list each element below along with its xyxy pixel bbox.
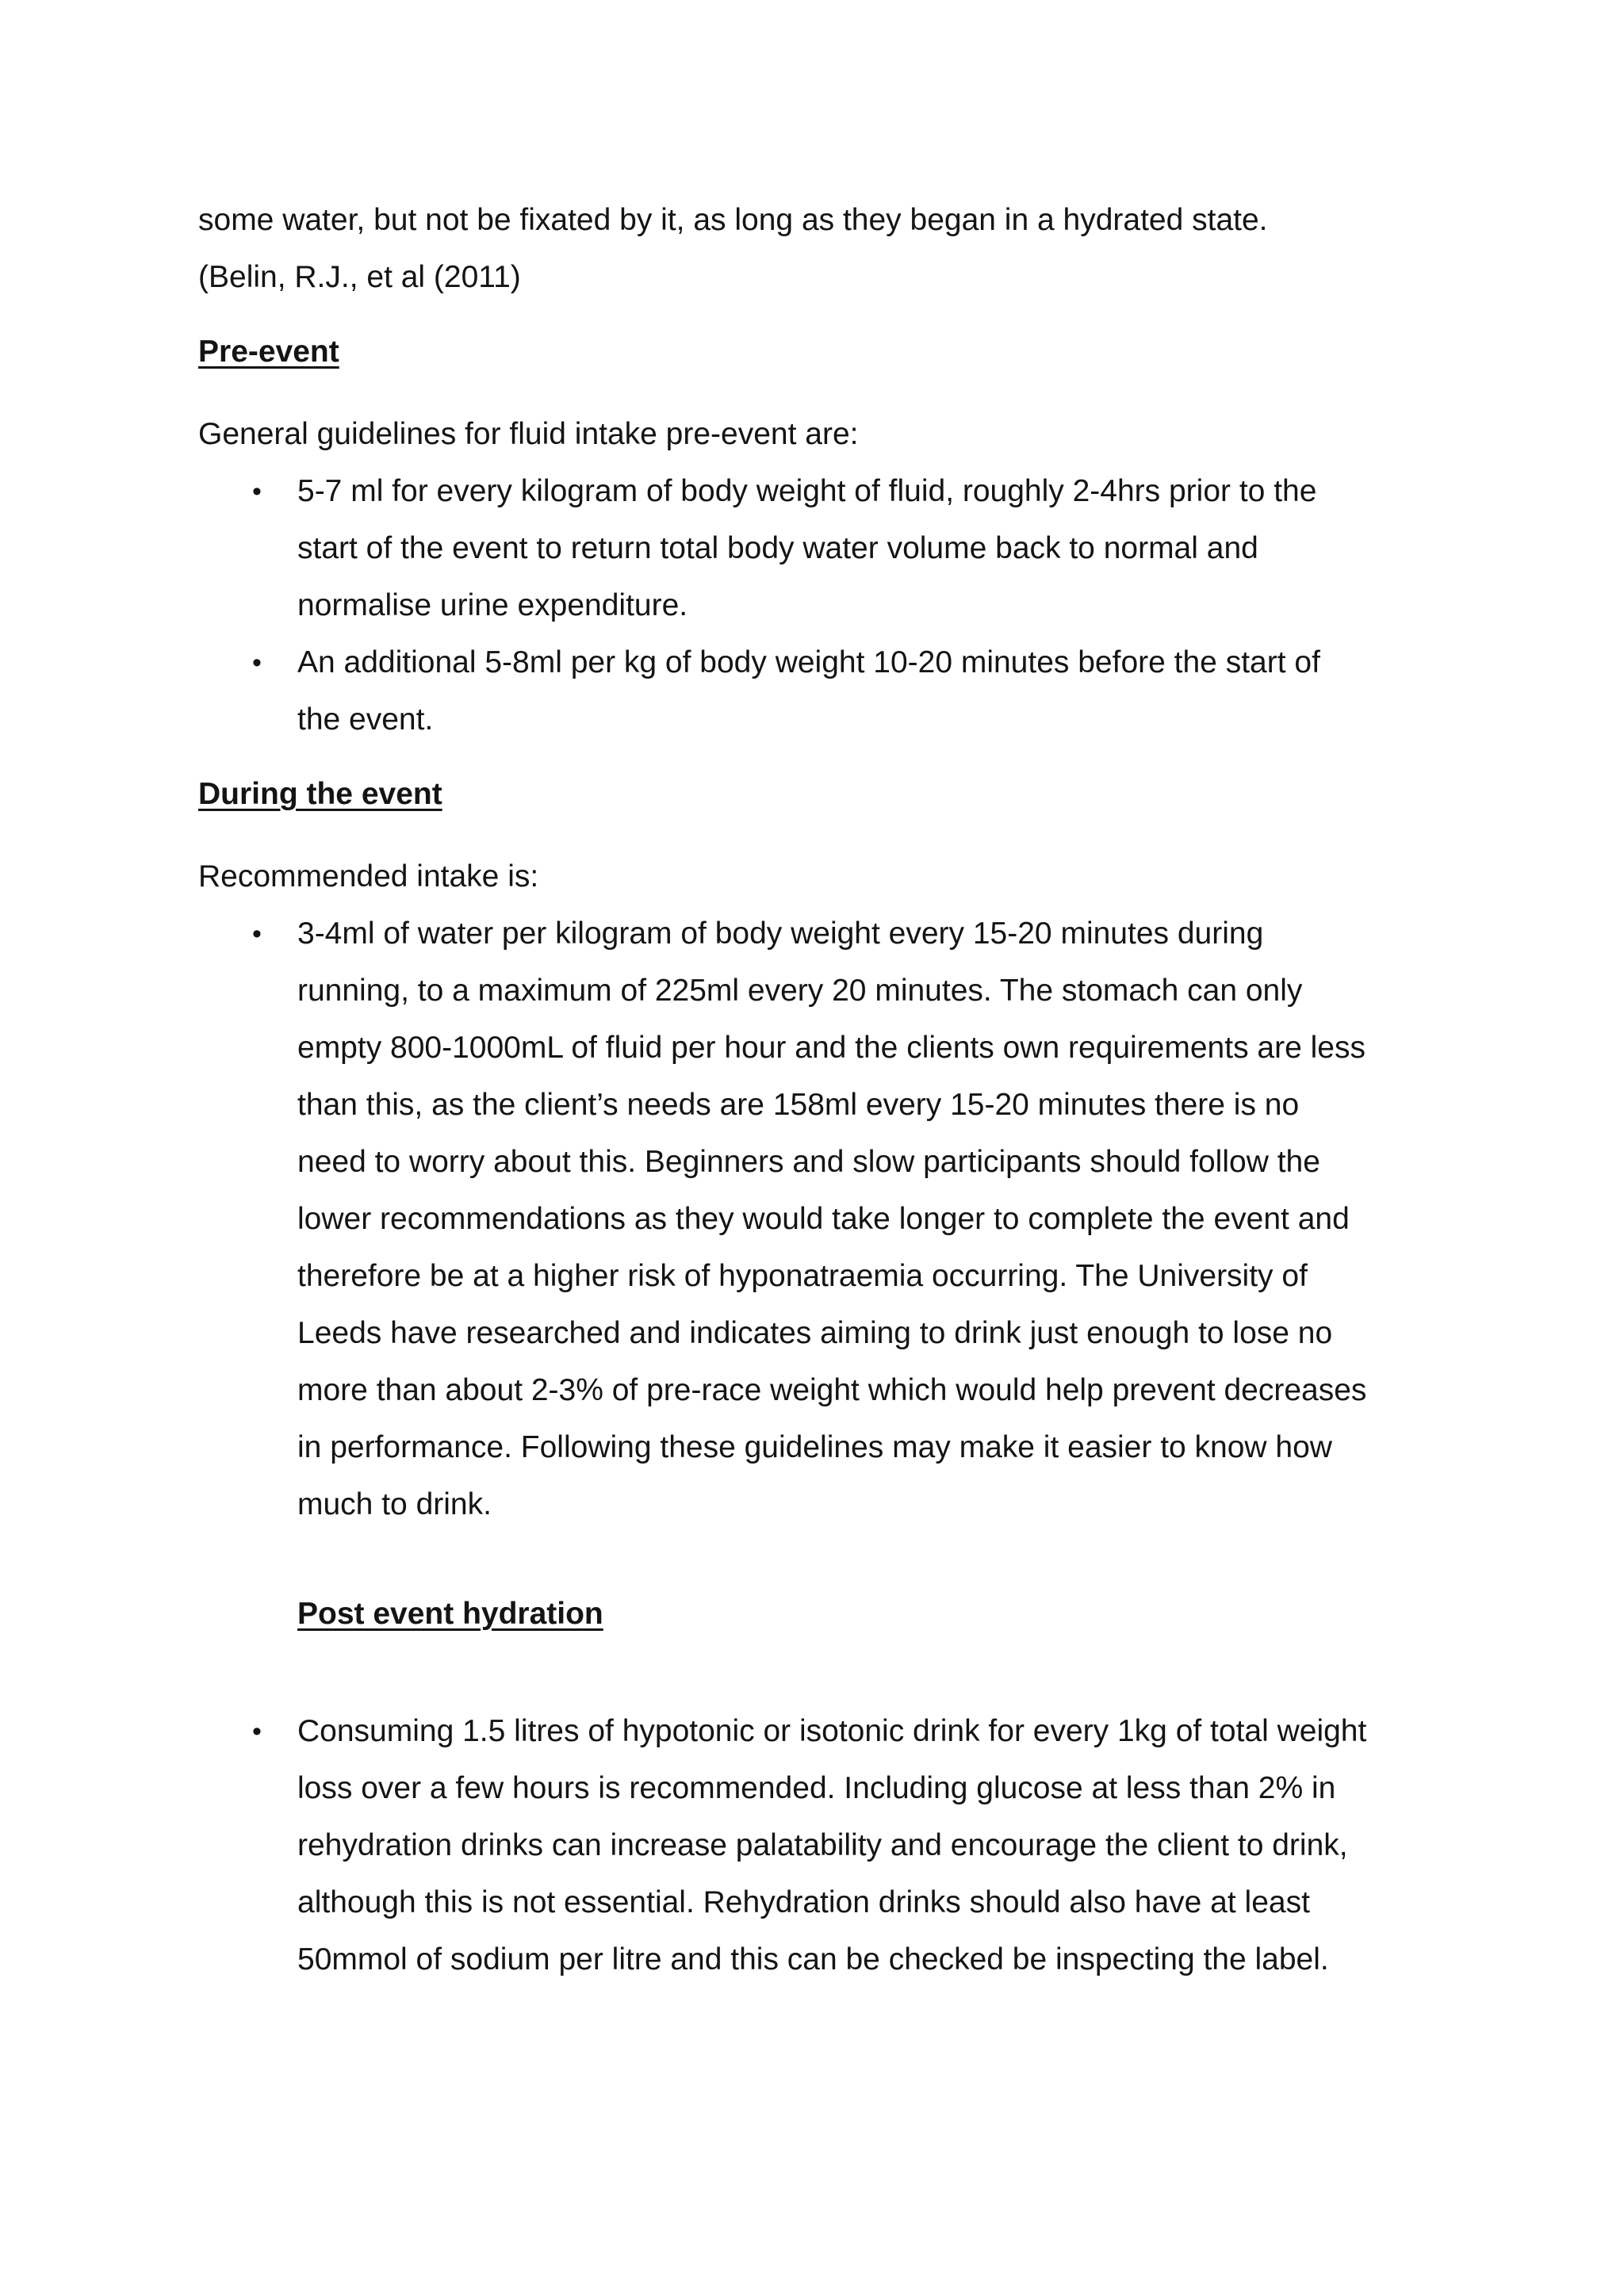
text-line: An additional 5-8ml per kg of body weight 10-20 minutes before the start of (297, 645, 1320, 679)
text-line: the event. (297, 702, 434, 737)
citation: (Belin, R.J., et al (2011) (198, 260, 521, 294)
text-line: start of the event to return total body water volume back to normal and (297, 531, 1258, 565)
section-heading-post-event: Post event hydration (297, 1597, 603, 1631)
text-line: Leeds have researched and indicates aiming to drink just enough to lose no (297, 1316, 1333, 1350)
text-line: empty 800-1000mL of fluid per hour and the clients own requirements are less (297, 1031, 1365, 1065)
text-line: therefore be at a higher risk of hyponatraemia occurring. The University of (297, 1259, 1308, 1293)
text-line: rehydration drinks can increase palatability and encourage the client to drink, (297, 1828, 1348, 1862)
text-line: than this, as the client’s needs are 158ml every 15-20 minutes there is no (297, 1088, 1300, 1122)
list-item (198, 463, 1451, 634)
document-page (198, 192, 1451, 1988)
text-line: 5-7 ml for every kilogram of body weight of fluid, roughly 2-4hrs prior to the (297, 474, 1317, 508)
section-heading-pre-event: Pre-event (198, 335, 339, 369)
bullet-list-pre-event (198, 463, 1451, 748)
text-line: Consuming 1.5 litres of hypotonic or isotonic drink for every 1kg of total weight (297, 1714, 1367, 1748)
section-lead-pre-event: General guidelines for fluid intake pre-event are: (198, 417, 859, 451)
bullet-list-during-event (198, 905, 1451, 1533)
bullet-list-post-event (198, 1703, 1451, 1988)
bullet-icon: • (252, 476, 262, 507)
text-line: more than about 2-3% of pre-race weight which would help prevent decreases (297, 1373, 1367, 1407)
bullet-icon: • (252, 919, 262, 949)
bullet-icon: • (252, 648, 262, 678)
list-item (198, 634, 1451, 748)
bullet-icon: • (252, 1716, 262, 1747)
section-heading-during-event: During the event (198, 777, 442, 811)
text-line: in performance. Following these guidelines may make it easier to know how (297, 1430, 1332, 1464)
text-line: 50mmol of sodium per litre and this can be checked be inspecting the label. (297, 1942, 1329, 1976)
text-line: need to worry about this. Beginners and slow participants should follow the (297, 1145, 1320, 1179)
text-line: normalise urine expenditure. (297, 588, 688, 622)
text-line: lower recommendations as they would take longer to complete the event and (297, 1202, 1350, 1236)
list-item (198, 1703, 1451, 1988)
text-line: although this is not essential. Rehydration drinks should also have at least (297, 1885, 1310, 1919)
post-event-heading-wrap (198, 1586, 1451, 1643)
text-line: much to drink. (297, 1487, 492, 1521)
intro-paragraph (198, 192, 1451, 306)
text-line: 3-4ml of water per kilogram of body weight every 15-20 minutes during (297, 916, 1264, 951)
text-line: loss over a few hours is recommended. Including glucose at less than 2% in (297, 1771, 1336, 1805)
list-item (198, 905, 1451, 1533)
text-line: running, to a maximum of 225ml every 20 minutes. The stomach can only (297, 974, 1303, 1008)
text-line: some water, but not be fixated by it, as long as they began in a hydrated state. (198, 203, 1268, 237)
section-lead-during-event: Recommended intake is: (198, 859, 539, 894)
